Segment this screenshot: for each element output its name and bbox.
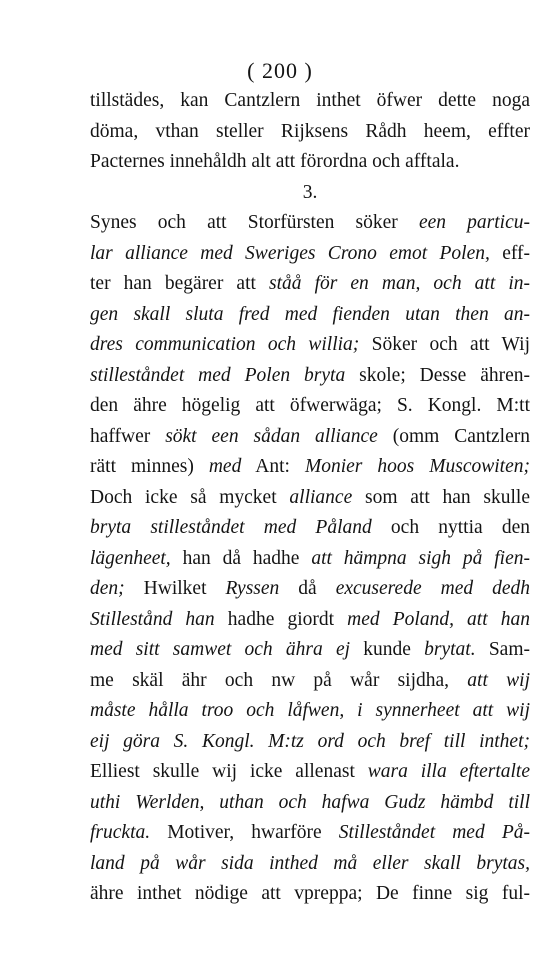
text-segment: 3. [302, 181, 318, 203]
italic-text-segment: med Poland, att han [347, 608, 530, 630]
italic-text-segment: dres communication och willia; [90, 334, 360, 355]
italic-text-segment: Stilleståndet med På- [338, 822, 530, 843]
text-segment: Doch icke så mycket [90, 486, 290, 508]
text-line [90, 452, 530, 483]
text-line [90, 605, 530, 636]
text-line [90, 178, 530, 209]
italic-text-segment: att hämpna sigh på fien- [311, 547, 530, 569]
text-segment: eff- [489, 242, 530, 264]
text-segment: (omm Cantzlern [377, 425, 530, 447]
text-segment: och nyttia den [371, 517, 530, 538]
text-line [90, 330, 530, 361]
italic-text-segment: stilleståndet med Polen bryta [90, 364, 346, 386]
italic-text-segment: land på wår sida inthed må eller skall brytas, [90, 852, 530, 874]
text-line [90, 513, 530, 544]
text-line [90, 757, 530, 788]
italic-text-segment: den; [90, 578, 125, 599]
italic-text-segment: bryta stilleståndet med Påland [90, 517, 372, 538]
italic-text-segment: gen skall sluta fred med fienden utan then an- [90, 303, 530, 325]
text-line [90, 483, 530, 514]
text-segment: den ähre högelig att öfwerwäga; S. Kongl. M:tt [90, 395, 530, 416]
italic-text-segment: Stillestånd han [90, 608, 215, 630]
italic-text-segment: alliance [289, 486, 353, 508]
text-line [90, 574, 530, 605]
text-segment: rätt minnes) [90, 456, 209, 477]
text-segment: då [279, 578, 336, 599]
text-line [90, 147, 530, 178]
italic-text-segment: een particu- [418, 212, 530, 233]
italic-text-segment: att wij [467, 669, 530, 691]
text-line [90, 300, 530, 331]
italic-text-segment: fruckta. [90, 822, 151, 843]
text-segment: haffwer [90, 425, 166, 447]
text-segment: tillstädes, kan Cantzlern inthet öfwer dette noga [90, 90, 530, 111]
text-segment: döma, vthan steller Rijksens Rådh heem, effter [90, 120, 530, 142]
italic-text-segment: wara illa eftertalte [367, 761, 530, 782]
text-line [90, 818, 530, 849]
text-segment: Sam- [475, 639, 530, 660]
text-line [90, 849, 530, 880]
text-line [90, 696, 530, 727]
text-segment: ähre inthet nödige att vpreppa; De finne sig ful- [90, 883, 530, 904]
italic-text-segment: lägenheet, [90, 547, 171, 569]
text-segment: Ant: [241, 456, 305, 477]
text-segment: han då hadhe [170, 547, 312, 569]
text-line [90, 727, 530, 758]
text-line [90, 208, 530, 239]
text-segment: ter han begärer att [90, 273, 269, 294]
italic-text-segment: ståå för en man, och att in- [268, 273, 530, 294]
italic-text-segment: excuserede med dedh [335, 578, 531, 599]
page-number: ( 200 ) [247, 58, 313, 83]
text-line [90, 117, 530, 148]
text-segment: Söker och att Wij [359, 334, 531, 355]
text-segment: hadhe giordt [214, 608, 348, 630]
text-segment: Elliest skulle wij icke allenast [90, 761, 368, 782]
text-line [90, 86, 530, 117]
text-segment: me skäl ähr och nw på wår sijdha, [90, 669, 468, 691]
italic-text-segment: måste hålla troo och låfwen, i synnerheet att wij [90, 700, 530, 721]
text-line [90, 361, 530, 392]
text-segment: Synes och att Storfürsten söker [90, 212, 419, 233]
italic-text-segment: Ryssen [225, 578, 280, 599]
text-segment: skole; Desse ähren- [345, 364, 530, 386]
italic-text-segment: med [208, 456, 242, 477]
text-segment: Motiver, hwarföre [150, 822, 339, 843]
text-line [90, 635, 530, 666]
body-text [90, 86, 530, 910]
italic-text-segment: sökt een sådan alliance [165, 425, 378, 447]
text-line [90, 788, 530, 819]
text-segment: Hwilket [124, 578, 226, 599]
italic-text-segment: lar alliance med Sweriges Crono emot Polen, [90, 242, 490, 264]
text-line [90, 269, 530, 300]
italic-text-segment: Monier hoos Muscowiten; [304, 456, 530, 477]
text-line [90, 879, 530, 910]
text-segment: Pacternes innehåldh alt att förordna och afftala. [90, 151, 460, 172]
italic-text-segment: brytat. [424, 639, 476, 660]
italic-text-segment: med sitt samwet och ähra ej [90, 639, 351, 660]
text-segment: kunde [350, 639, 425, 660]
text-line [90, 422, 530, 453]
text-line [90, 666, 530, 697]
text-segment: som att han skulle [352, 486, 531, 508]
text-line [90, 544, 530, 575]
text-line [90, 239, 530, 270]
text-line [90, 391, 530, 422]
italic-text-segment: eij göra S. Kongl. M:tz ord och bref till inthet; [90, 730, 530, 752]
italic-text-segment: uthi Werlden, uthan och hafwa Gudz hämbd till [90, 791, 530, 813]
